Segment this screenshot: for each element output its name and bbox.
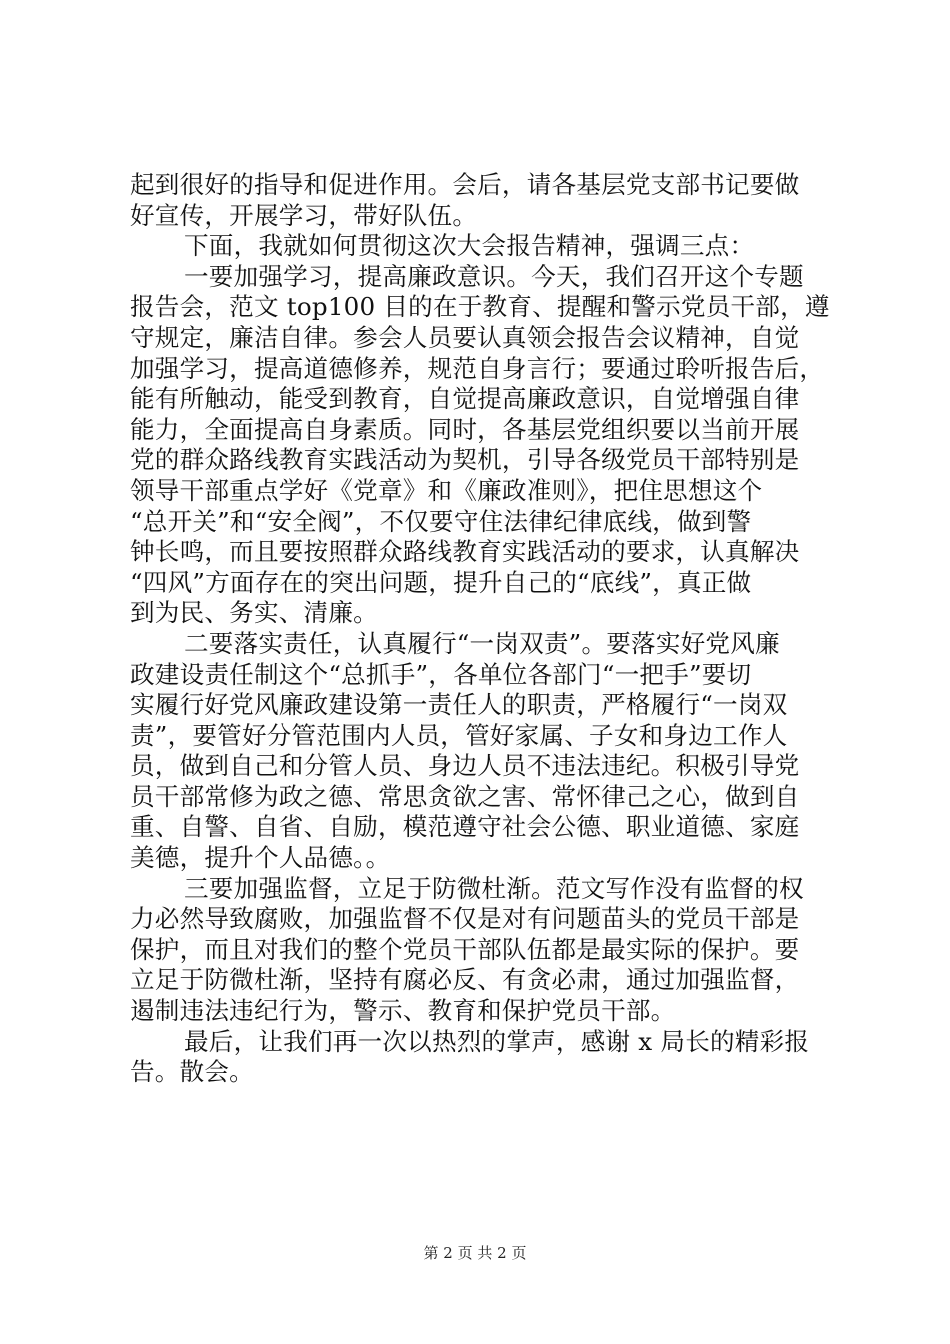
- text-line: 能力，全面提高自身素质。同时，各基层党组织要以当前开展: [130, 414, 800, 444]
- text-line: 员，做到自己和分管人员、身边人员不违法违纪。积极引导党: [130, 751, 800, 781]
- paragraph-start-line: 三要加强监督，立足于防微杜渐。范文写作没有监督的权: [184, 873, 804, 903]
- text-line: 美德，提升个人品德。。: [130, 843, 391, 873]
- text-line: 保护，而且对我们的整个党员干部队伍都是最实际的保护。要: [130, 934, 800, 964]
- text-line: 力必然导致腐败，加强监督不仅是对有问题苗头的党员干部是: [130, 904, 800, 934]
- text-line: 守规定，廉洁自律。参会人员要认真领会报告会议精神，自觉: [130, 322, 800, 352]
- page-number-label: 第 2 页 共 2 页: [423, 1244, 527, 1262]
- text-line: 遏制违法违纪行为，警示、教育和保护党员干部。: [130, 996, 676, 1026]
- paragraph-start-line: 一要加强学习，提高廉政意识。今天，我们召开这个专题: [184, 261, 804, 291]
- page-footer: [0, 1243, 950, 1263]
- text-line: 告。散会。: [130, 1057, 254, 1087]
- text-line: 加强学习，提高道德修养，规范自身言行；要通过聆听报告后，: [130, 353, 825, 383]
- text-line: 好宣传，开展学习，带好队伍。: [130, 200, 478, 230]
- text-line: 党的群众路线教育实践活动为契机，引导各级党员干部特别是: [130, 445, 800, 475]
- text-line: 立足于防微杜渐，坚持有腐必反、有贪必肃，通过加强监督，: [130, 965, 800, 995]
- document-body: [130, 170, 840, 1088]
- text-line: 实履行好党风廉政建设第一责任人的职责，严格履行“一岗双: [130, 690, 788, 720]
- text-line: 到为民、务实、清廉。: [130, 598, 378, 628]
- text-line: “四风”方面存在的突出问题，提升自己的“底线”，真正做: [130, 567, 752, 597]
- text-line: 员干部常修为政之德、常思贪欲之害、常怀律己之心，做到自: [130, 781, 800, 811]
- text-line: 起到很好的指导和促进作用。会后，请各基层党支部书记要做: [130, 170, 800, 199]
- paragraph-start-line: 下面，我就如何贯彻这次大会报告精神，强调三点：: [184, 231, 755, 261]
- text-line: 报告会，范文 top100 目的在于教育、提醒和警示党员干部，遵: [130, 292, 830, 322]
- text-line: 领导干部重点学好《党章》和《廉政准则》，把住思想这个: [130, 475, 763, 505]
- text-line: 责”，要管好分管范围内人员，管好家属、子女和身边工作人: [130, 720, 788, 750]
- paragraph-start-line: 二要落实责任，认真履行“一岗双责”。要落实好党风廉: [184, 628, 780, 658]
- text-line: 钟长鸣，而且要按照群众路线教育实践活动的要求，认真解决: [130, 537, 800, 567]
- text-line: 重、自警、自省、自励，模范遵守社会公德、职业道德、家庭: [130, 812, 800, 842]
- text-line: 政建设责任制这个“总抓手”，各单位各部门“一把手”要切: [130, 659, 752, 689]
- text-line: 能有所触动，能受到教育，自觉提高廉政意识，自觉增强自律: [130, 384, 800, 414]
- text-line: “总开关”和“安全阀”，不仅要守住法律纪律底线，做到警: [130, 506, 752, 536]
- paragraph-start-line: 最后，让我们再一次以热烈的掌声，感谢 x 局长的精彩报: [184, 1026, 810, 1056]
